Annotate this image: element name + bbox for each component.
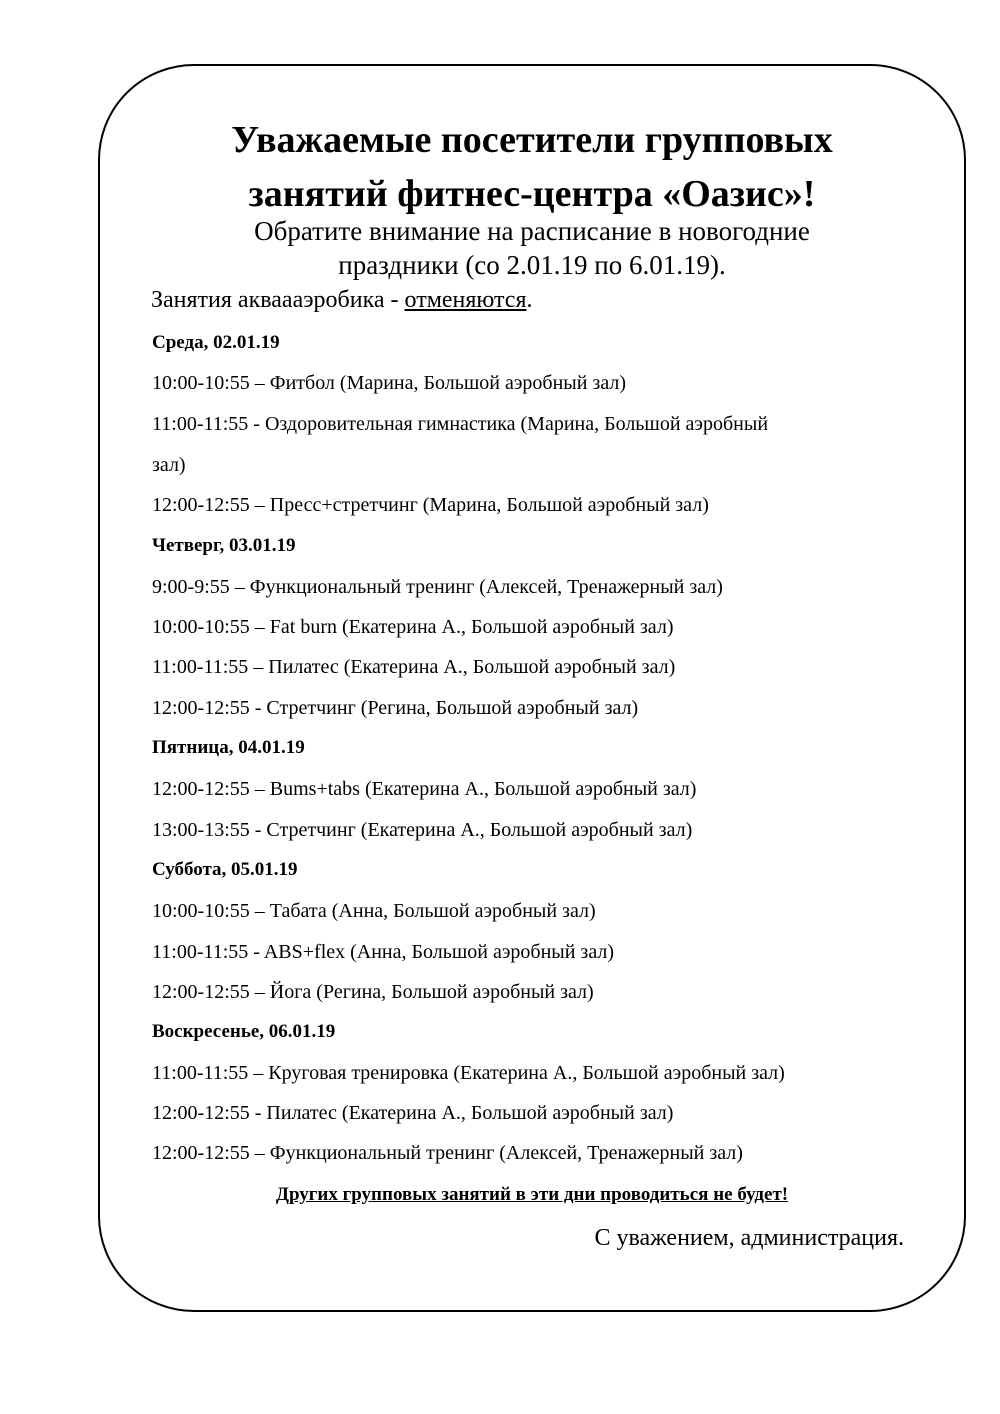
class-entry: 12:00-12:55 – Bums+tabs (Екатерина А., Большой аэробный зал) bbox=[152, 778, 697, 800]
heading-line-2: занятий фитнес-центра «Оазис»! bbox=[248, 173, 816, 215]
class-entry: 10:00-10:55 – Фитбол (Марина, Большой аэробный зал) bbox=[152, 372, 627, 394]
subheading-line-2: праздники (со 2.01.19 по 6.01.19). bbox=[338, 250, 726, 280]
day-heading: Суббота, 05.01.19 bbox=[152, 859, 298, 880]
class-entry: 11:00-11:55 - Оздоровительная гимнастика (Марина, Большой аэробный bbox=[152, 413, 769, 435]
heading-line-1: Уважаемые посетители групповых bbox=[231, 119, 833, 161]
day-heading: Четверг, 03.01.19 bbox=[152, 535, 296, 556]
class-entry: 12:00-12:55 – Функциональный тренинг (Алексей, Тренажерный зал) bbox=[152, 1142, 743, 1164]
aqua-aerobics-notice bbox=[151, 283, 533, 317]
class-entry: 12:00-12:55 - Пилатес (Екатерина А., Большой аэробный зал) bbox=[152, 1102, 674, 1124]
class-entry: 12:00-12:55 – Пресс+стретчинг (Марина, Большой аэробный зал) bbox=[152, 494, 709, 516]
class-entry: 10:00-10:55 – Fat burn (Екатерина А., Большой аэробный зал) bbox=[152, 616, 674, 638]
class-entry: 10:00-10:55 – Табата (Анна, Большой аэробный зал) bbox=[152, 900, 596, 922]
class-entry: 12:00-12:55 – Йога (Регина, Большой аэробный зал) bbox=[152, 981, 594, 1003]
class-entry: 12:00-12:55 - Стретчинг (Регина, Большой аэробный зал) bbox=[152, 697, 639, 719]
class-entry: 11:00-11:55 - ABS+flex (Анна, Большой аэробный зал) bbox=[152, 941, 615, 963]
day-heading: Среда, 02.01.19 bbox=[152, 332, 280, 353]
class-entry: 11:00-11:55 – Круговая тренировка (Екатерина А., Большой аэробный зал) bbox=[152, 1062, 785, 1084]
class-entry: 9:00-9:55 – Функциональный тренинг (Алексей, Тренажерный зал) bbox=[152, 576, 723, 598]
notice-suffix: . bbox=[526, 287, 533, 313]
closing-note: Других групповых занятий в эти дни проводиться не будет! bbox=[275, 1184, 789, 1205]
signature: С уважением, администрация. bbox=[594, 1225, 904, 1251]
notice-cancelled: отменяются bbox=[404, 287, 527, 313]
class-entry-continuation: зал) bbox=[152, 454, 186, 476]
class-entry: 11:00-11:55 – Пилатес (Екатерина А., Большой аэробный зал) bbox=[152, 656, 676, 678]
notice-prefix: Занятия акваааэробика - bbox=[151, 287, 405, 313]
day-heading: Воскресенье, 06.01.19 bbox=[152, 1021, 336, 1042]
day-heading: Пятница, 04.01.19 bbox=[152, 737, 305, 758]
class-entry: 13:00-13:55 - Стретчинг (Екатерина А., Большой аэробный зал) bbox=[152, 819, 693, 841]
subheading-line-1: Обратите внимание на расписание в новогодние bbox=[254, 216, 810, 246]
